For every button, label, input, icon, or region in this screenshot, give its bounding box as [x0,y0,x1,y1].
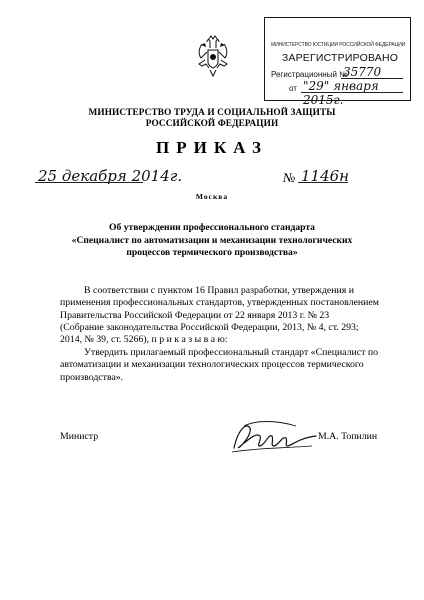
preamble-paragraph [60,285,390,346]
order-subject [60,222,364,260]
preamble-line-1: В соответствии с пунктом 16 Правил разработки, утверждения и [84,285,354,296]
stamp-reg-label: Регистрационный № [271,70,348,79]
document-type-title: ПРИКАЗ [156,138,268,157]
signer-name: М.А. Топилин [318,431,378,442]
subject-line-2: «Специалист по автоматизации и механизации технологических [71,234,353,246]
ministry-line-1: МИНИСТЕРСТВО ТРУДА И СОЦИАЛЬНОЙ ЗАЩИТЫ [88,108,336,118]
order-number-underline [298,182,348,183]
preamble-line-3: Правительства Российской Федерации от 22 января 2013 г. № 23 [60,309,330,321]
stamp-title: МИНИСТЕРСТВО ЮСТИЦИИ РОССИЙСКОЙ ФЕДЕРАЦИИ [271,42,406,48]
preamble-line-5: 2014, № 39, ст. 5266), п р и к а з ы в а ю: [60,334,228,346]
coat-of-arms-icon [196,34,230,78]
resolution-line-3: производства». [60,371,124,383]
order-date: 25 декабря 2014г. [38,167,183,185]
resolution-line-1: Утвердить прилагаемый профессиональный стандарт «Специалист по [84,347,378,358]
signer-title: Министр [60,431,99,442]
order-date-underline [35,182,143,183]
ministry-line-2: РОССИЙСКОЙ ФЕДЕРАЦИИ [145,119,279,129]
resolution-line-2: автоматизации и механизации технологических процессов термического [60,359,364,371]
order-number: 1146н [301,167,350,185]
stamp-date-underline [301,92,403,93]
stamp-date-value: "29" января 2015г. [303,79,379,107]
subject-line-1: Об утверждении профессионального стандарта [109,222,315,233]
stamp-reg-number: 35770 [343,65,382,79]
preamble-line-2: применения профессиональных стандартов, утвержденных постановлением [60,297,379,309]
ministry-name [60,108,364,130]
registration-stamp [264,17,411,107]
preamble-line-4: (Собрание законодательства Российской Федерации, 2013, № 4, ст. 293; [60,321,359,333]
stamp-date-prefix: от [289,84,297,93]
resolution-paragraph [60,347,390,384]
handwritten-signature [226,418,322,458]
subject-line-3: процессов термического производства» [126,247,298,258]
order-city: Москва [195,192,229,201]
stamp-status: ЗАРЕГИСТРИРОВАНО [281,52,399,64]
order-number-sign: № [283,170,296,185]
